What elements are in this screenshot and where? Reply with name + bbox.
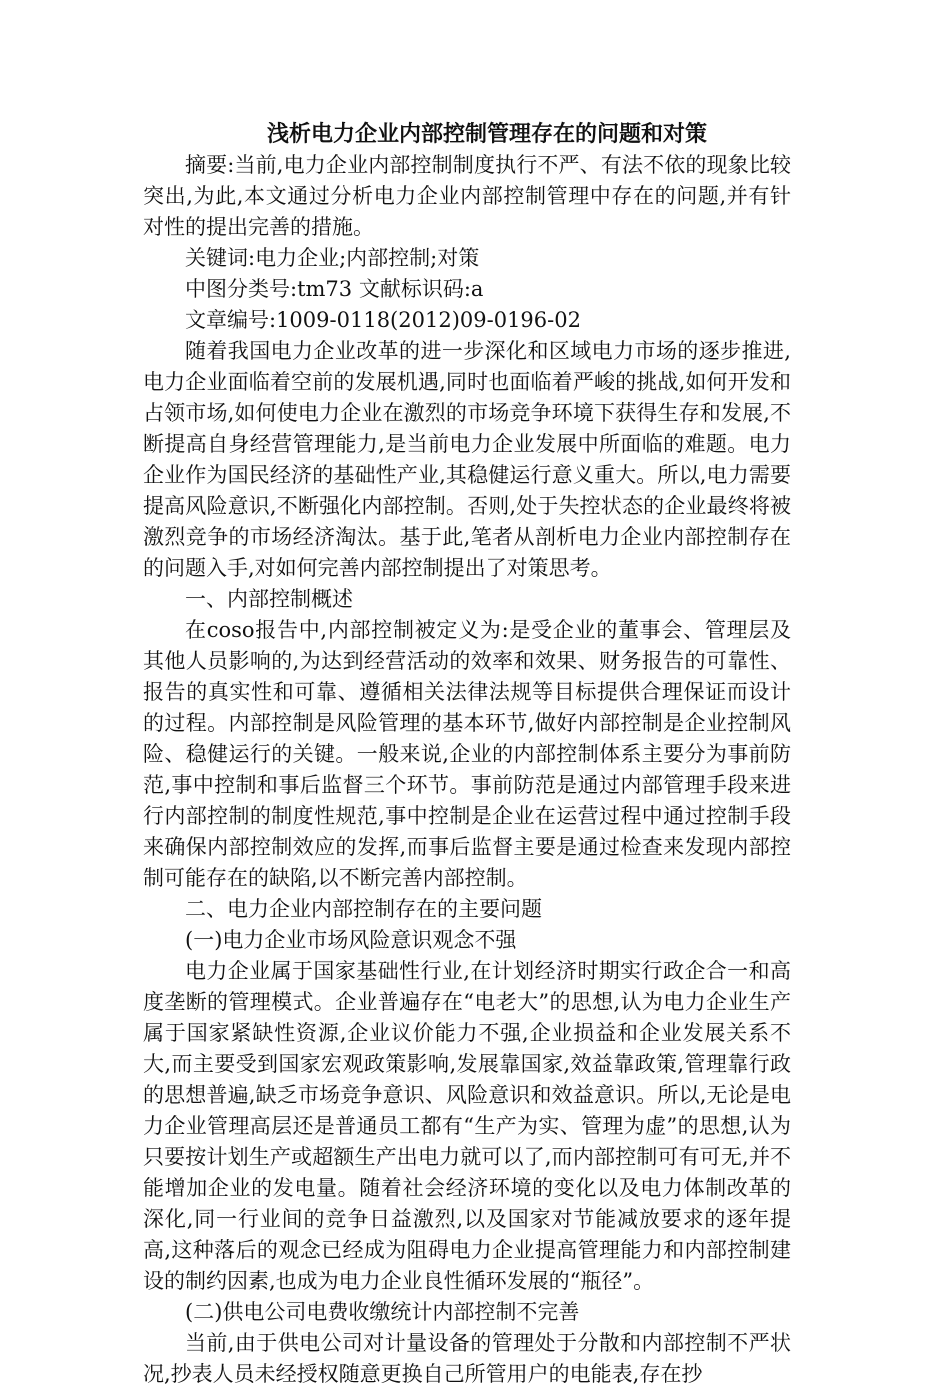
document-title: 浅析电力企业内部控制管理存在的问题和对策 <box>266 122 707 147</box>
body-paragraph: 在coso报告中,内部控制被定义为:是受企业的董事会、管理层及其他人员影响的,为达到经营活动的效率和效果、财务报告的可靠性、报告的真实性和可靠、遵循相关法律法规等目标提供合理保证而设计的过程。内部控制是风险管理的基本环节,做好内部控制是企业控制风险、稳健运行的关键。一般来说,企业的内部控制体系主要分为事前防范,事中控制和事后监督三个环节。事前防范是通过内部管理手段来进行内部控制的制度性规范,事中控制是企业在运营过程中通过控制手段来确保内部控制效应的发挥,而事后监督主要是通过检查来发现内部控制可能存在的缺陷,以不断完善内部控制。 <box>143 618 791 890</box>
article-number-line: 文章编号:1009-0118(2012)09-0196-02 <box>185 308 581 332</box>
intro-paragraph: 随着我国电力企业改革的进一步深化和区域电力市场的逐步推进,电力企业面临着空前的发展机遇,同时也面临着严峻的挑战,如何开发和占领市场,如何使电力企业在激烈的市场竞争环境下获得生存和发展,不断提高自身经营管理能力,是当前电力企业发展中所面临的难题。电力企业作为国民经济的基础性产业,其稳健运行意义重大。所以,电力需要提高风险意识,不断强化内部控制。否则,处于失控状态的企业最终将被激烈竞争的市场经济淘汰。基于此,笔者从剖析电力企业内部控制存在的问题入手,对如何完善内部控制提出了对策思考。 <box>143 339 791 580</box>
section-heading: 一、内部控制概述 <box>185 587 353 611</box>
abstract-paragraph: 摘要:当前,电力企业内部控制制度执行不严、有法不依的现象比较突出,为此,本文通过分析电力企业内部控制管理中存在的问题,并有针对性的提出完善的措施。 <box>143 153 791 239</box>
body-paragraph: 电力企业属于国家基础性行业,在计划经济时期实行政企合一和高度垄断的管理模式。企业普遍存在“电老大”的思想,认为电力企业生产属于国家紧缺性资源,企业议价能力不强,企业损益和企业发展关系不大,而主要受到国家宏观政策影响,发展靠国家,效益靠政策,管理靠行政的思想普遍,缺乏市场竞争意识、风险意识和效益意识。所以,无论是电力企业管理高层还是普通员工都有“生产为实、管理为虚”的思想,认为只要按计划生产或超额生产出电力就可以了,而内部控制可有可无,并不能增加企业的发电量。随着社会经济环境的变化以及电力体制改革的深化,同一行业间的竞争日益激烈,以及国家对节能减放要求的逐年提高,这种落后的观念已经成为阻碍电力企业提高管理能力和内部控制建设的制约因素,也成为电力企业良性循环发展的“瓶径”。 <box>143 959 791 1293</box>
subsection-heading: (一)电力企业市场风险意识观念不强 <box>185 928 517 952</box>
body-paragraph: 当前,由于供电公司对计量设备的管理处于分散和内部控制不严状况,抄表人员未经授权随意更换自己所管用户的电能表,存在抄 <box>143 1331 791 1386</box>
section-heading: 二、电力企业内部控制存在的主要问题 <box>185 897 542 921</box>
keywords-line: 关键词:电力企业;内部控制;对策 <box>185 246 480 270</box>
subsection-heading: (二)供电公司电费收缴统计内部控制不完善 <box>185 1300 580 1324</box>
classification-line: 中图分类号:tm73 文献标识码:a <box>185 277 484 301</box>
document-page <box>143 119 791 1390</box>
